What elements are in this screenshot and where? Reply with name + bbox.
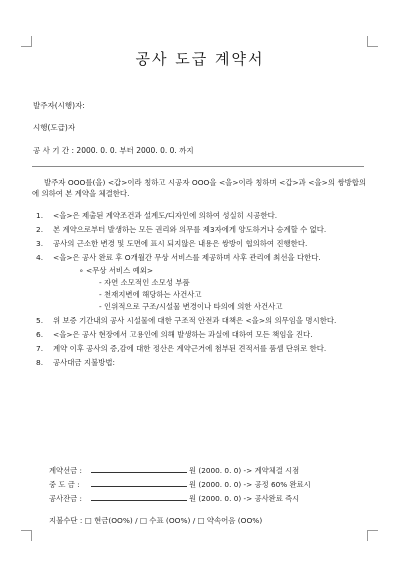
- exception-item: - 인위적으로 구조/시설물 변경이나 타의에 의한 사건사고: [99, 302, 283, 311]
- clause-text: 공사의 근소한 변경 및 도면에 표시 되지않은 내용은 쌍방이 협의하여 진행한다.: [53, 239, 308, 248]
- crop-mark-top-left: [21, 36, 32, 47]
- crop-mark-top-right: [367, 36, 378, 47]
- service-exceptions: [79, 265, 366, 312]
- clause-4: [36, 252, 366, 312]
- intro-text: 발주자 OOO를(을) <갑>이라 칭하고 시공자 OOO을 <을>이라 칭하며 <갑>과 <을>의 쌍방합의에 의하여 본 계약을 체결한다.: [32, 178, 366, 198]
- payment-label: 중 도 금 :: [49, 480, 80, 489]
- payment-terms: 원 (2000. 0. 0) -> 계약체결 시점: [189, 466, 300, 475]
- client-field: 발주자(시행)자:: [33, 101, 85, 110]
- construction-period: 공 사 기 간 : 2000. 0. 0. 부터 2000. 0. 0. 까지: [33, 146, 194, 155]
- clause-text: 공사대금 지불방법:: [53, 358, 115, 367]
- crop-mark-bottom-right: [367, 530, 378, 541]
- clause-number: 8.: [36, 358, 44, 367]
- payment-row-balance: [49, 493, 299, 504]
- clause-text: <을>은 공사 현장에서 고용인에 의해 발생하는 과실에 대하여 모든 책임을 진다.: [53, 330, 313, 339]
- clause-1: [36, 210, 366, 221]
- clause-5: [36, 315, 366, 326]
- clause-number: 7.: [36, 344, 44, 353]
- clause-number: 2.: [36, 225, 44, 234]
- clause-text: 본 계약으로부터 발생하는 모든 권리와 의무를 제3자에게 양도하거나 승계할 수 없다.: [53, 225, 327, 234]
- payment-method: 지불수단 : □ 현금(OO%) / □ 수표 (OO%) / □ 약속어음 (OO%): [49, 516, 263, 525]
- clause-8: [36, 357, 366, 368]
- amount-blank-line: [91, 479, 187, 487]
- exception-item: - 천재지변에 해당하는 사건사고: [99, 290, 202, 299]
- payment-terms: 원 (2000. 0. 0) -> 공사완료 즉시: [189, 494, 300, 503]
- amount-blank-line: [91, 465, 187, 473]
- clause-number: 4.: [36, 253, 44, 262]
- clause-7: [36, 343, 366, 354]
- clause-2: [36, 224, 366, 235]
- payment-label: 공사잔금 :: [49, 494, 82, 503]
- clause-text: <을>은 공사 완료 후 O개월간 무상 서비스를 제공하며 사후 관리에 최선을 다한다.: [53, 253, 321, 262]
- payment-row-deposit: [49, 465, 299, 476]
- clause-text: 위 보증 기간내의 공사 시설물에 대한 구조적 안전과 대책은 <을>의 의무임을 명시한다.: [53, 316, 337, 325]
- clause-3: [36, 238, 366, 249]
- clause-6: [36, 329, 366, 340]
- clause-text: <을>은 제출된 계약조건과 설계도/디자인에 의하여 성실히 시공한다.: [53, 211, 278, 220]
- clause-number: 3.: [36, 239, 44, 248]
- exceptions-heading: ∘ <무상 서비스 예외>: [79, 266, 154, 275]
- amount-blank-line: [91, 493, 187, 501]
- clause-text: 계약 이후 공사의 증,감에 대한 정산은 계약근거에 첨부된 견적서를 품셈 단위로 한다.: [53, 344, 327, 353]
- clause-number: 6.: [36, 330, 44, 339]
- payment-row-interim: [49, 479, 311, 490]
- divider: [32, 166, 364, 167]
- payment-terms: 원 (2000. 0. 0) -> 공정 60% 완료시: [189, 480, 311, 489]
- clause-number: 1.: [36, 211, 44, 220]
- contractor-field: 시행(도급)자: [33, 123, 76, 132]
- clause-list: [36, 210, 366, 371]
- clause-number: 5.: [36, 316, 44, 325]
- document-title: 공사 도급 계약서: [135, 50, 265, 68]
- exception-item: - 자연 소모적인 소모성 부품: [99, 278, 190, 287]
- intro-paragraph: [32, 177, 366, 199]
- crop-mark-bottom-left: [21, 530, 32, 541]
- payment-label: 계약선금 :: [49, 466, 82, 475]
